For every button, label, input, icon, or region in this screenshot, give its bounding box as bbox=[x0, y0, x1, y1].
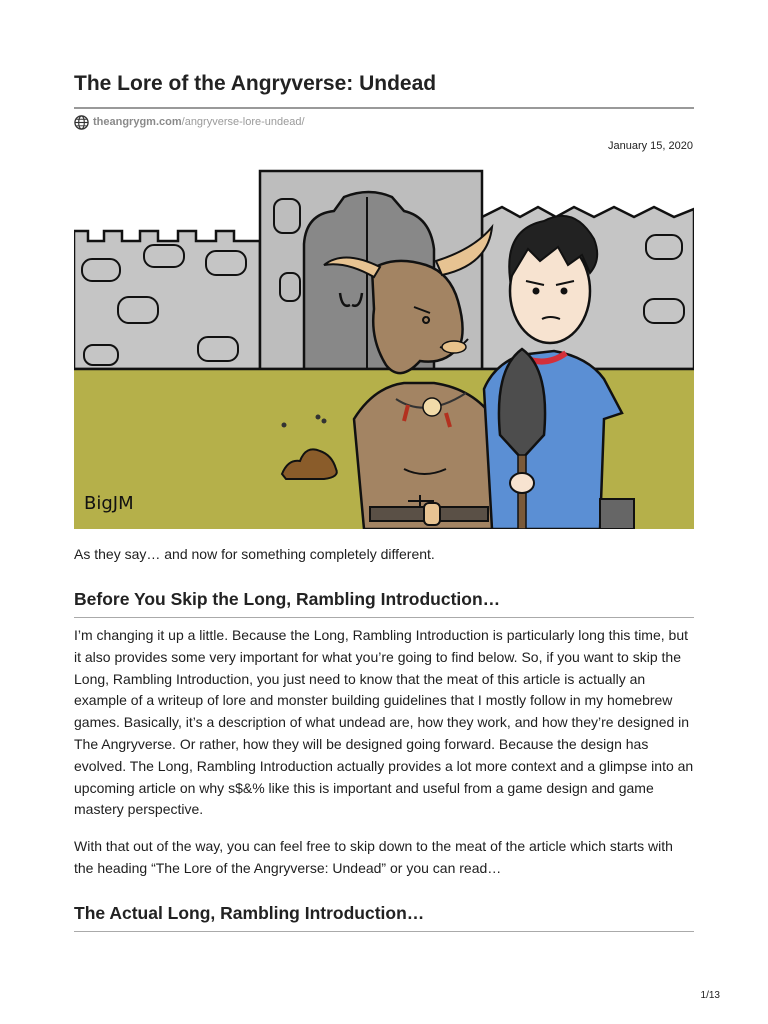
hero-illustration bbox=[74, 169, 694, 529]
section-heading-skip-intro: Before You Skip the Long, Rambling Introduction… bbox=[74, 589, 501, 609]
source-link[interactable] bbox=[74, 113, 305, 131]
globe-icon bbox=[74, 115, 89, 130]
paragraph: With that out of the way, you can feel free to skip down to the meat of the article which starts with the heading “The Lore of the Angryverse: Undead” or you can read… bbox=[74, 838, 673, 876]
paragraph: I’m changing it up a little. Because the Long, Rambling Introduction is particularly long this time, but it also provides some very important for what you’re going to find below. So, if you want to skip the Long, Rambling Introduction, you just need to know that the meat of this article is actually an example of a writeup of lore and monster building guidelines that I mostly follow in my homebrew games. Basically, it’s a description of what undead are, how they work, and how they’re designed in The Angryverse. Or rather, how they will be designed going forward. Because the design has evolved. The Long, Rambling Introduction actually provides a lot more context and a glimpse into an upcoming article on why s$&% like this is important and useful from a game design and game mastery perspective. bbox=[74, 627, 694, 818]
intro-line: As they say… and now for something completely different. bbox=[74, 546, 435, 562]
artist-signature: BigJM bbox=[84, 493, 134, 514]
section-divider bbox=[74, 617, 694, 618]
section-heading-rambling-intro: The Actual Long, Rambling Introduction… bbox=[74, 903, 425, 923]
section-divider bbox=[74, 931, 694, 932]
source-domain[interactable]: theangrygm.com bbox=[93, 116, 182, 128]
page-title: The Lore of the Angryverse: Undead bbox=[74, 72, 437, 95]
title-divider bbox=[74, 107, 694, 109]
publish-date: January 15, 2020 bbox=[607, 140, 693, 152]
source-path[interactable]: /angryverse-lore-undead/ bbox=[181, 116, 305, 128]
page-number: 1/13 bbox=[700, 990, 720, 1001]
